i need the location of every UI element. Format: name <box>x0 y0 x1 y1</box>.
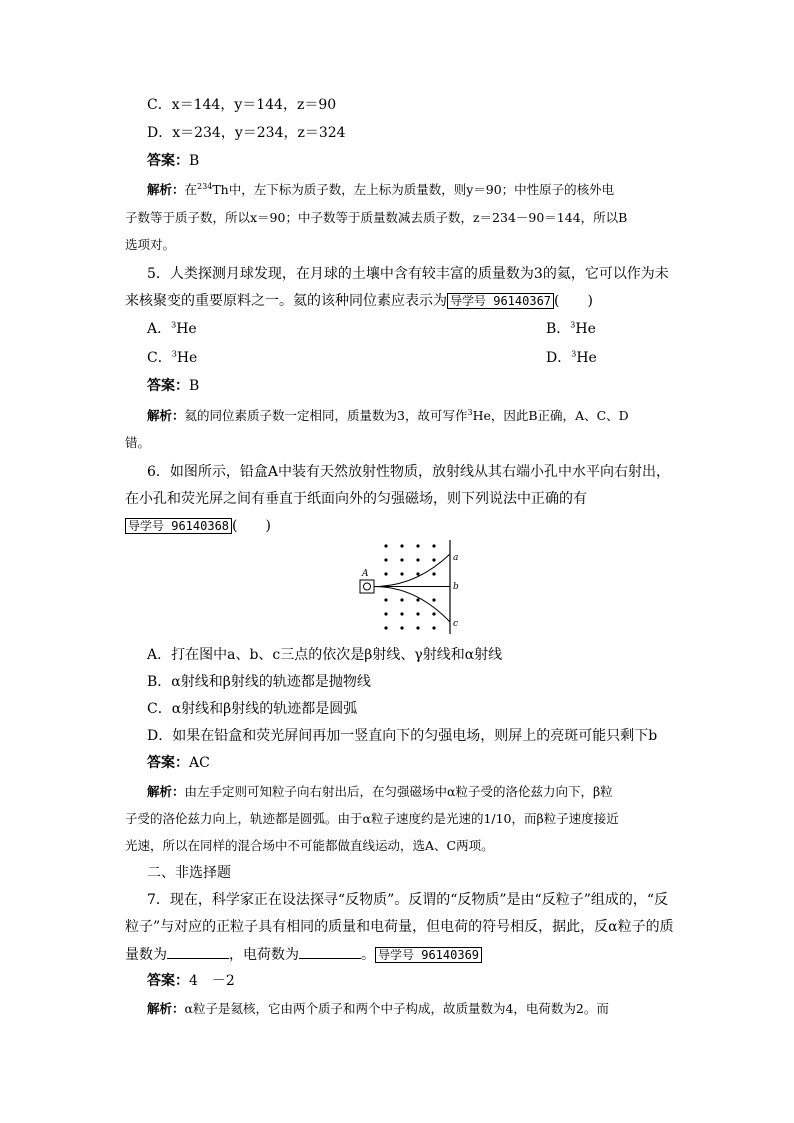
q7-stem-line1: 7．现在，科学家正在设法探寻“反物质”。反谓的“反物质”是由“反粒子”组成的，“反 <box>147 892 669 908</box>
answer-label: 答案： <box>147 755 189 771</box>
section-heading: 二、非选择题 <box>147 865 231 881</box>
label-A: A <box>362 569 369 579</box>
guide-number-box: 导学号 96140367 <box>447 293 554 309</box>
answer-label: 答案： <box>147 153 189 169</box>
q7-explanation-line1: 解析：α粒子是氦核，它由两个质子和两个中子构成，故质量数为4，电荷数为2。而 <box>147 1001 609 1016</box>
q6-stem-line1: 6．如图所示，铅盒A中装有天然放射性物质，放射线从其右端小孔中水平向右射出， <box>147 464 671 480</box>
guide-number-box: 导学号 96140368 <box>125 518 232 534</box>
q5-stem-text: 来核聚变的重要原料之一。氦的该种同位素应表示为 <box>125 293 447 309</box>
q6-option-a: A．打在图中a、b、c三点的依次是β射线、γ射线和α射线 <box>147 647 503 663</box>
q4-explanation-line1 <box>147 180 614 200</box>
q5-explanation-line2: 错。 <box>125 435 151 450</box>
q5-option-d: D．$^3$He <box>546 349 597 366</box>
q6-explanation-line3: 光速，所以在同样的混合场中不可能都做直线运动，选A、C两项。 <box>125 838 494 853</box>
q6-answer <box>147 753 210 773</box>
q6-option-b: B．α射线和β射线的轨迹都是抛物线 <box>147 674 371 690</box>
q4-explanation-line2: 子数等于质子数，所以x＝90；中子数等于质量数减去质子数，z＝234－90＝144，所以B <box>125 210 628 225</box>
answer-label: 答案： <box>147 378 189 394</box>
answer-value: 4 －2 <box>189 973 235 989</box>
fill-blank-2[interactable] <box>299 944 361 959</box>
q6-option-d: D．如果在铅盒和荧光屏间再加一竖直向下的匀强电场，则屏上的亮斑可能只剩下b <box>147 728 658 744</box>
q5-option-a: A．$^3$He <box>147 320 197 337</box>
label-b: b <box>453 582 459 592</box>
label-a: a <box>453 553 459 563</box>
q6-stem-line3 <box>125 516 271 536</box>
q5-stem-line2 <box>125 291 593 311</box>
answer-value: B <box>189 153 200 169</box>
lower-ray-path <box>374 587 450 623</box>
q5-options-row2 <box>147 348 597 368</box>
nuclide-superscript: 234 <box>197 181 213 191</box>
q7-stem-line2: 粒子”与对应的正粒子具有相同的质量和电荷量，但电荷的符号相反，据此，反α粒子的质 <box>125 919 674 935</box>
explanation-text: Th中，左下标为质子数，左上标为质量数，则y＝90；中性原子的核外电 <box>212 182 615 197</box>
q4-option-c: C．x＝144，y＝144，z＝90 <box>147 97 337 113</box>
q5-stem-line1: 5．人类探测月球发现，在月球的土壤中含有较丰富的质量数为3的氦，它可以作为未 <box>147 266 669 282</box>
explanation-label: 解析： <box>147 784 185 799</box>
fill-blank-1[interactable] <box>167 944 229 959</box>
answer-value: B <box>189 378 200 394</box>
q7-stem-line3: 量数为 ，电荷数为 。 导学号 96140369 <box>125 944 482 965</box>
explanation-label: 解析： <box>147 1001 185 1016</box>
answer-blank: ( ) <box>232 518 271 534</box>
explanation-label: 解析： <box>147 408 185 423</box>
q6-option-c: C．α射线和β射线的轨迹都是圆弧 <box>147 701 358 717</box>
q4-explanation-line3: 选项对。 <box>125 237 176 252</box>
lead-box <box>360 580 374 593</box>
q5-option-b: B．$^3$He <box>546 320 596 337</box>
q5-explanation-line1: 解析：氦的同位素质子数一定相同，质量数为3，故可写作$^3$He，因此B正确，A、C、D <box>147 407 629 423</box>
answer-blank: ( ) <box>554 293 593 309</box>
q6-explanation-line2: 子受的洛伦兹力向上，轨迹都是圆弧。由于α粒子速度约是光速的1/10，而β粒子速度接近 <box>125 811 619 826</box>
label-c: c <box>453 619 459 629</box>
q4-option-d: D．x＝234，y＝234，z＝324 <box>147 125 346 141</box>
q5-option-c: C．$^3$He <box>147 349 198 366</box>
q5-answer <box>147 376 199 396</box>
explanation-text: 在 <box>184 182 198 197</box>
q7-answer <box>147 971 235 991</box>
q6-explanation-line1: 解析：由左手定则可知粒子向右射出后，在匀强磁场中α粒子受的洛伦兹力向下，β粒 <box>147 784 613 799</box>
magnetic-field-figure <box>356 538 466 638</box>
q6-stem-line2: 在小孔和荧光屏之间有垂直于纸面向外的匀强磁场，则下列说法中正确的有 <box>125 491 587 507</box>
q5-options-row1 <box>147 319 596 339</box>
answer-value: AC <box>189 755 210 771</box>
explanation-label: 解析： <box>147 182 185 197</box>
answer-label: 答案： <box>147 973 189 989</box>
guide-number-box: 导学号 96140369 <box>375 947 482 963</box>
q4-answer <box>147 151 199 171</box>
